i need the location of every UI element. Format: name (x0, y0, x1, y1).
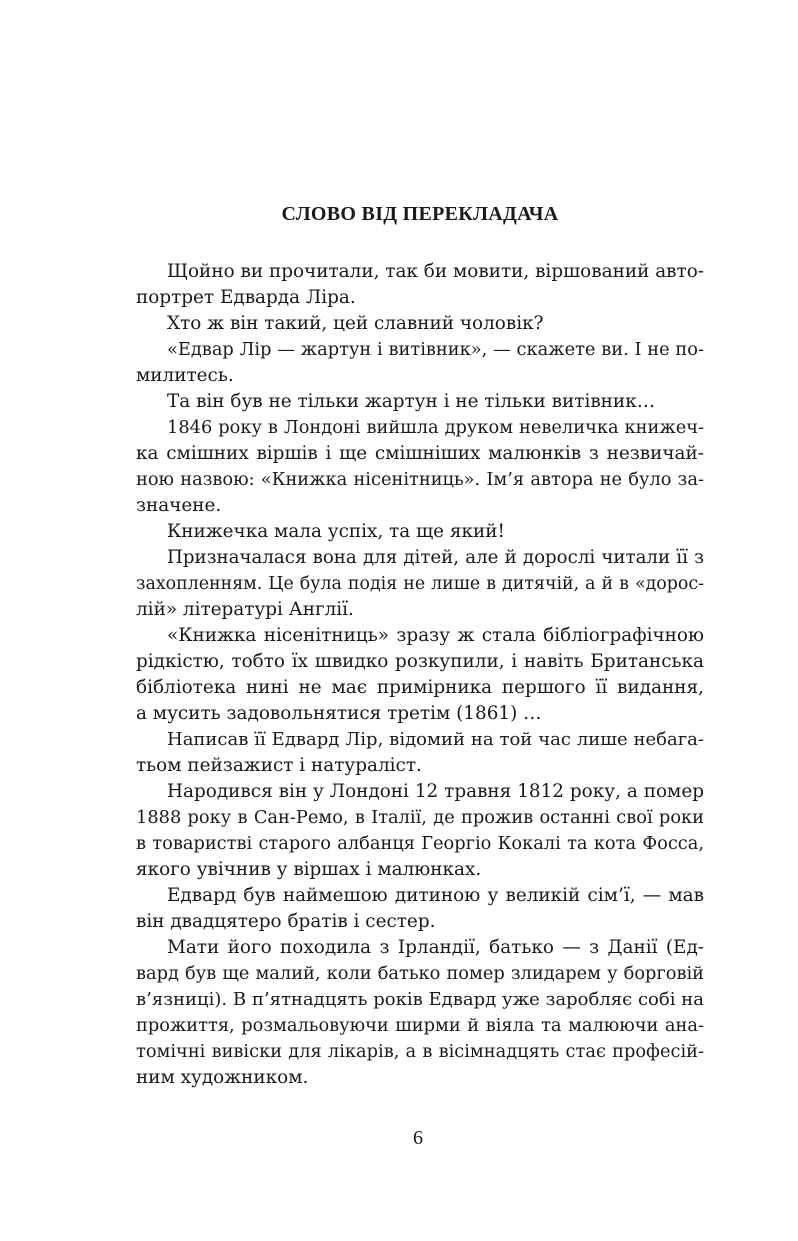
text-line: Книжечка мала успіх, та ще який! (167, 521, 505, 542)
text-line: Та він був не тільки жартун і не тільки витівник… (167, 391, 656, 412)
text-line: 1846 року в Лондоні вийшла друком невеличка книжеч- (167, 417, 704, 438)
text-line: Щойно ви прочитали, так би мовити, віршований авто- (167, 261, 704, 282)
text-line: бібліотека нині не має примірника першого її видання, (136, 677, 704, 698)
text-line: лій» літературі Англії. (136, 599, 354, 620)
text-line: портрет Едварда Ліра. (136, 287, 356, 308)
text-line: ною назвою: «Книжка нісенітниць». Ім’я автора не було за- (136, 469, 704, 490)
text-line: в товаристві старого албанця Георгіо Кокалі та кота Фосса, (136, 833, 704, 854)
text-line: вард був ще малий, коли батько помер злидарем у борговій (136, 963, 704, 984)
text-line: рідкістю, тобто їх швидко розкупили, і навіть Британська (136, 651, 704, 672)
text-line: ним художником. (136, 1067, 309, 1088)
text-line: в’язниці). В п’ятнадцять років Едвард уже заробляє собі на (136, 989, 704, 1010)
text-line: він двадцятеро братів і сестер. (136, 911, 436, 932)
text-line: ка смішних віршів і ще смішніших малюнків з незвичай- (136, 443, 704, 464)
text-line: значене. (136, 495, 222, 516)
text-line: Народився він у Лондоні 12 травня 1812 року, а помер (167, 781, 704, 802)
text-line: тьом пейзажист і натураліст. (136, 755, 422, 776)
text-line: Едвард був наймешою дитиною у великій сім’ї, — мав (167, 885, 704, 906)
text-line: 1888 року в Сан-Ремо, в Італії, де прожив останні свої роки (136, 807, 704, 828)
text-line: томічні вивіски для лікарів, а в вісімнадцять стає професій- (136, 1041, 704, 1062)
text-line: захопленням. Це була подія не лише в дитячій, а й в «дорос- (136, 574, 704, 594)
text-line: «Едвар Лір — жартун і витівник», — скажете ви. І не по- (167, 339, 704, 360)
text-line: Хто ж він такий, цей славний чоловік? (167, 313, 544, 334)
chapter-title: СЛОВО ВІД ПЕРЕКЛАДАЧА (281, 203, 559, 225)
page-number: 6 (413, 1127, 423, 1149)
text-line: Мати його походила з Ірландії, батько — з Данії (Ед- (167, 937, 704, 958)
text-line: а мусить задовольнятися третім (1861) … (136, 703, 542, 724)
text-line: милитесь. (136, 365, 234, 386)
text-line: прожиття, розмальовуючи ширми й віяла та малюючи ана- (136, 1015, 704, 1036)
text-line: якого увічнив у віршах і малюнках. (136, 859, 482, 880)
text-line: Призначалася вона для дітей, але й дорослі читали її з (167, 547, 704, 568)
body-text (136, 259, 704, 1091)
text-line: Написав її Едвард Лір, відомий на той час лише небага- (167, 729, 704, 750)
text-line: «Книжка нісенітниць» зразу ж стала бібліографічною (167, 625, 704, 646)
